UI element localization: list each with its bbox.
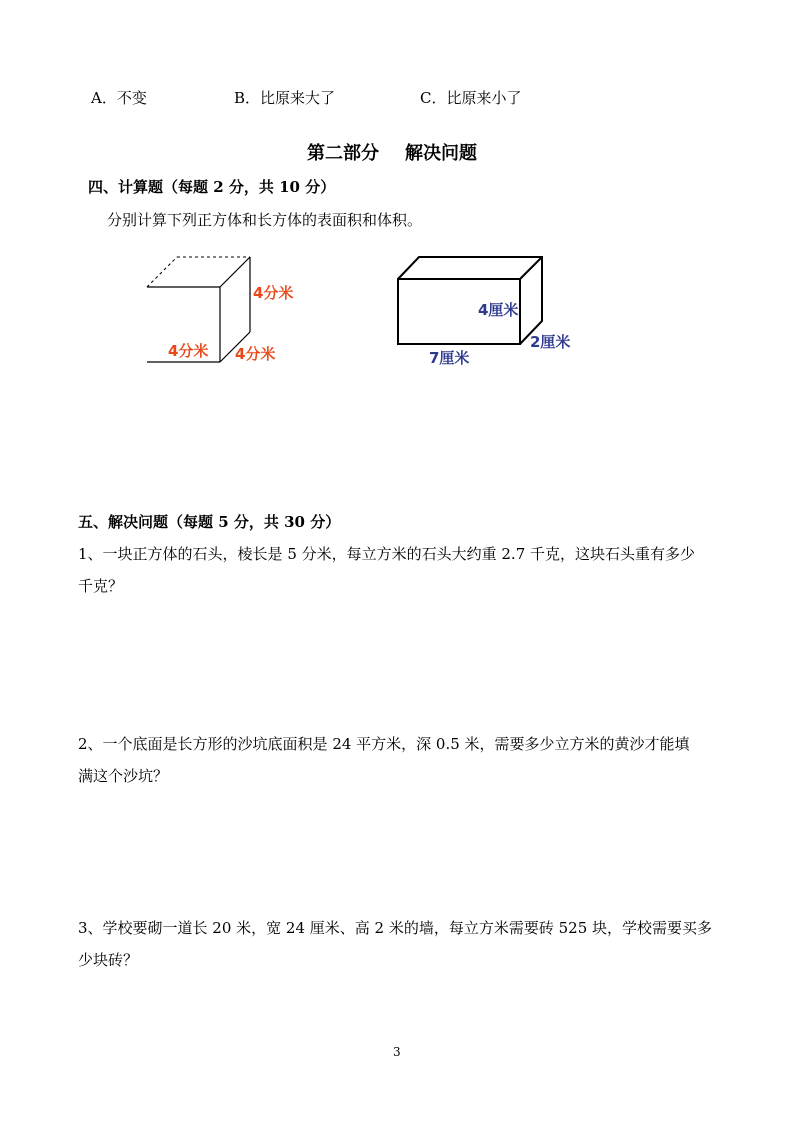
section4-instruction: 分别计算下列正方体和长方体的表面积和体积。 (107, 211, 423, 229)
part-title-left: 第二部分 (307, 143, 379, 164)
page-number: 3 (393, 1045, 401, 1059)
question-3-line1: 3、学校要砌一道长 20 米，宽 24 厘米、高 2 米的墙，每立方米需要砖 525 块，学校需要买多 (78, 919, 713, 937)
cuboid-drawing (398, 257, 542, 344)
cuboid-height-label: 4厘米 (478, 301, 519, 319)
question-1-line2: 千克？ (78, 577, 124, 595)
cube-height-label: 4分米 (253, 284, 294, 302)
cuboid-length-label: 7厘米 (429, 349, 470, 367)
section5-heading: 五、解决问题（每题 5 分，共 30 分） (78, 513, 341, 531)
cube-depth-label: 4分米 (235, 345, 276, 363)
part-title-right: 解决问题 (405, 143, 477, 164)
question-3-line2: 少块砖？ (78, 951, 139, 969)
choice-c: C．比原来小了 (420, 89, 522, 107)
cuboid-width-label: 2厘米 (530, 333, 571, 351)
choice-a: A．不变 (91, 89, 147, 107)
cube-figure (0, 0, 793, 400)
section4-heading: 四、计算题（每题 2 分，共 10 分） (88, 178, 336, 196)
question-2-line1: 2、一个底面是长方形的沙坑底面积是 24 平方米，深 0.5 米，需要多少立方米的黄沙才能填 (78, 735, 690, 753)
question-2-line2: 满这个沙坑？ (78, 767, 169, 785)
choice-b: B．比原来大了 (234, 89, 336, 107)
cube-width-label: 4分米 (168, 342, 209, 360)
question-1-line1: 1、一块正方体的石头，棱长是 5 分米，每立方米的石头大约重 2.7 千克，这块石头重有多少 (78, 545, 696, 563)
